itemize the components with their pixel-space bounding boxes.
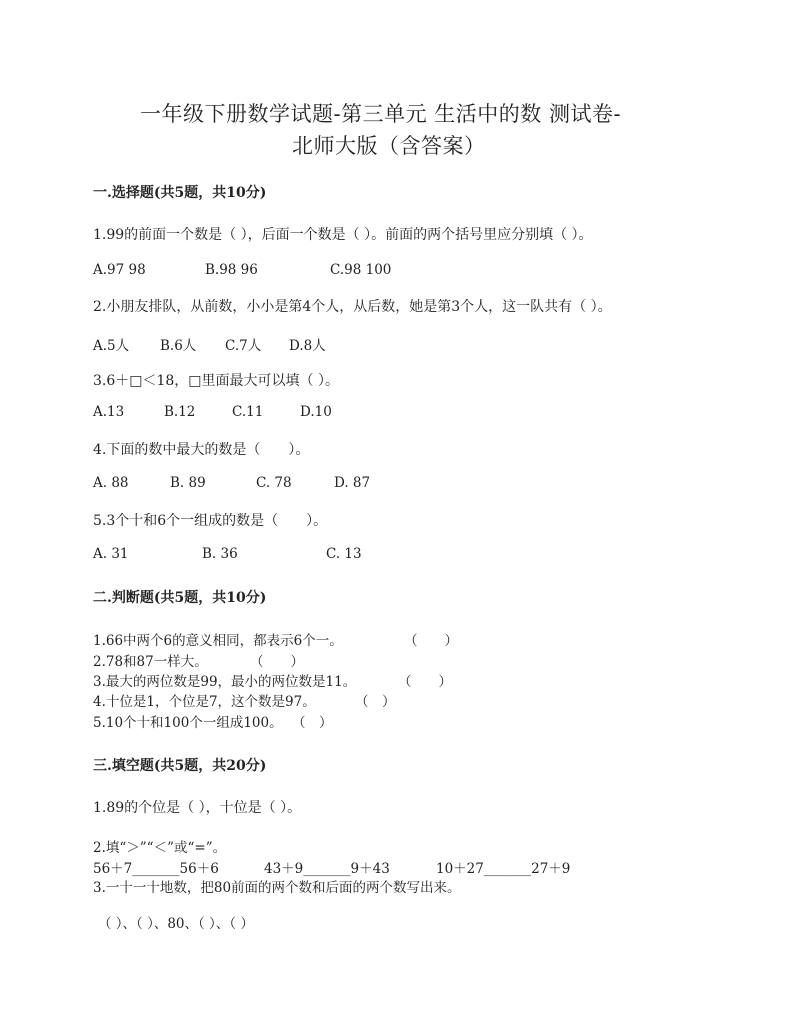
option: A. 31 xyxy=(93,546,129,562)
option: D.8人 xyxy=(289,338,326,354)
option: A.13 xyxy=(93,404,125,420)
question-text: 2.小朋友排队，从前数，小小是第4个人，从后数，她是第3个人，这一队共有（ ）。 xyxy=(93,299,612,315)
option: A.5人 xyxy=(93,338,130,354)
page-title-line-1: 一年级下册数学试题-第三单元 生活中的数 测试卷- xyxy=(140,102,622,126)
page-title-line-2: 北师大版（含答案） xyxy=(292,134,486,158)
option: A. 88 xyxy=(93,475,129,491)
question-text: 1.89的个位是（ ），十位是（ ）。 xyxy=(93,800,302,816)
option: B.98 96 xyxy=(205,262,258,278)
option: D.10 xyxy=(300,404,332,420)
question-text: 2.填“＞”“＜”或“=”。 xyxy=(93,840,227,856)
judgement-item: 3.最大的两位数是99，最小的两位数是11。 xyxy=(93,674,357,690)
answer-blank: （ ） xyxy=(404,633,458,649)
option: B.12 xyxy=(164,404,196,420)
answer-blank: （ ） xyxy=(398,674,452,690)
question-text: 4.下面的数中最大的数是（ ）。 xyxy=(93,442,310,458)
option: D. 87 xyxy=(334,475,371,491)
option: B. 36 xyxy=(202,546,238,562)
answer-sequence: （ ）、（ ）、80、（ ）、（ ） xyxy=(98,916,254,932)
question-text: 3.6＋□＜18，□里面最大可以填（ ）。 xyxy=(93,373,339,389)
section-heading-fill-in: 三.填空题(共5题，共20分) xyxy=(93,758,267,774)
option: C.7人 xyxy=(225,338,262,354)
answer-blank: （ ） xyxy=(355,694,396,710)
comparison-expression: 56＋7_______56＋6 xyxy=(93,861,219,877)
option: A.97 98 xyxy=(93,262,146,278)
judgement-item: 2.78和87一样大。 xyxy=(93,654,208,670)
question-text: 5.3个十和6个一组成的数是（ ）。 xyxy=(93,513,328,529)
judgement-item: 4.十位是1，个位是7，这个数是97。 xyxy=(93,694,316,710)
option: B. 89 xyxy=(170,475,206,491)
option: B.6人 xyxy=(160,338,197,354)
answer-blank: （ ） xyxy=(250,654,304,670)
option: C.98 100 xyxy=(330,262,392,278)
comparison-expression: 43＋9_______9＋43 xyxy=(264,861,390,877)
question-text: 3.一十一十地数，把80前面的两个数和后面的两个数写出来。 xyxy=(93,880,461,896)
option: C. 13 xyxy=(326,546,362,562)
option: C. 78 xyxy=(256,475,292,491)
question-text: 1.99的前面一个数是（ ），后面一个数是（ ）。前面的两个括号里应分别填（ ）。 xyxy=(93,227,593,243)
section-heading-choice: 一.选择题(共5题，共10分) xyxy=(93,185,267,201)
judgement-item: 5.10个十和100个一组成100。 xyxy=(93,715,283,731)
option: C.11 xyxy=(232,404,264,420)
answer-blank: （ ） xyxy=(292,715,333,731)
section-heading-judgement: 二.判断题(共5题，共10分) xyxy=(93,590,267,606)
comparison-expression: 10＋27_______27＋9 xyxy=(436,861,571,877)
judgement-item: 1.66中两个6的意义相同，都表示6个一。 xyxy=(93,633,343,649)
